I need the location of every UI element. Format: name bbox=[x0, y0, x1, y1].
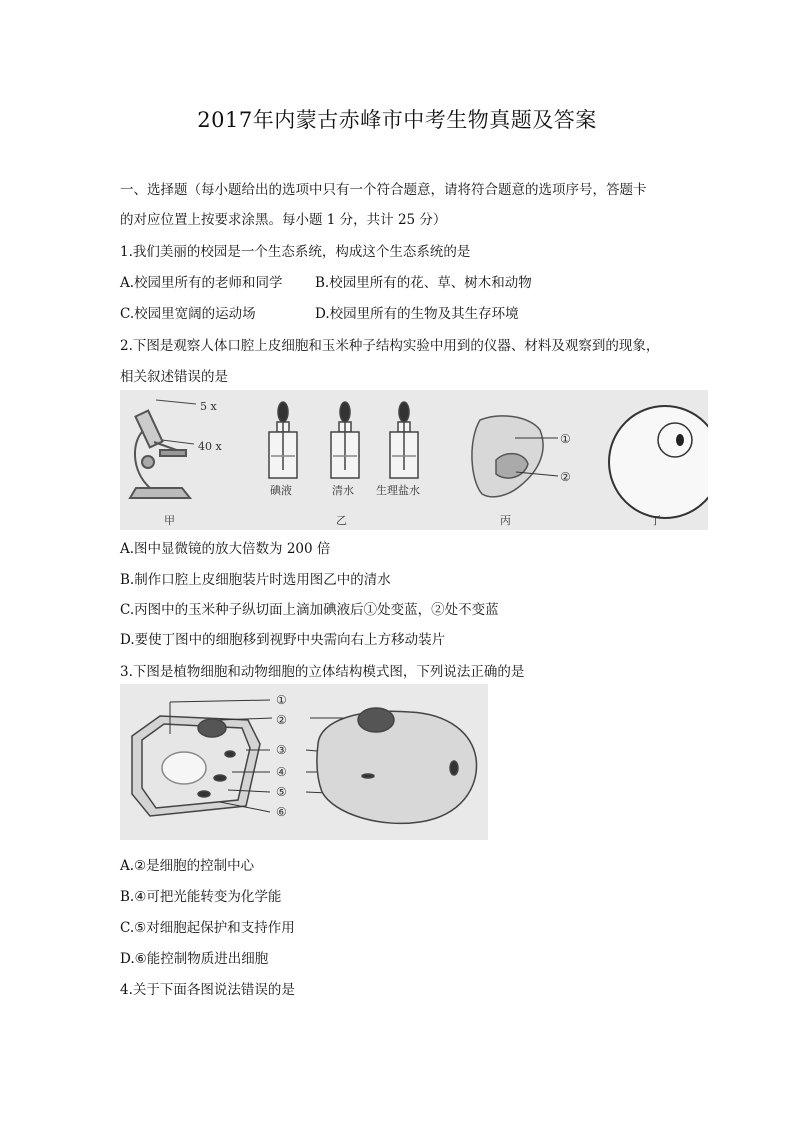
section-heading-line1: 一、选择题（每小题给出的选项中只有一个符合题意，请将符合题意的选项序号，答题卡 bbox=[120, 182, 647, 198]
cell-part-6-label: ⑥ bbox=[276, 805, 287, 819]
cell-part-2-label: ② bbox=[276, 713, 287, 727]
mag-eyepiece-label: 5 x bbox=[200, 400, 217, 413]
q2-option-c: C.丙图中的玉米种子纵切面上滴加碘液后①处变蓝，②处不变蓝 bbox=[120, 602, 499, 618]
bottle-saline-label: 生理盐水 bbox=[376, 484, 420, 497]
microscope-icon bbox=[130, 400, 196, 498]
q2-stem-line1: 2.下图是观察人体口腔上皮细胞和玉米种子结构实验中用到的仪器、材料及观察到的现象， bbox=[120, 338, 660, 354]
cell-part-4-label: ④ bbox=[276, 765, 287, 779]
bottle-iodine-label: 碘液 bbox=[270, 484, 292, 497]
cell-part-1-label: ① bbox=[276, 693, 287, 707]
q3-option-a: A.②是细胞的控制中心 bbox=[120, 858, 255, 874]
q2-figure bbox=[120, 390, 708, 530]
q1-stem: 1.我们美丽的校园是一个生态系统，构成这个生态系统的是 bbox=[120, 244, 471, 260]
q1-option-a: A.校园里所有的老师和同学 bbox=[120, 275, 283, 291]
cell-part-3-label: ③ bbox=[276, 743, 287, 757]
dropper-bottle-icon bbox=[390, 402, 418, 478]
bottle-water-label: 清水 bbox=[332, 484, 354, 497]
q1-option-d: D.校园里所有的生物及其生存环境 bbox=[315, 306, 519, 322]
q3-option-d: D.⑥能控制物质进出细胞 bbox=[120, 951, 269, 967]
section-heading-line2: 的对应位置上按要求涂黑。每小题 1 分，共计 25 分） bbox=[120, 212, 447, 228]
dropper-bottle-icon bbox=[269, 402, 297, 478]
q2-stem-line2: 相关叙述错误的是 bbox=[120, 369, 228, 385]
figure-label-jia: 甲 bbox=[164, 514, 175, 527]
q1-option-c: C.校园里宽阔的运动场 bbox=[120, 306, 256, 322]
corn-seed-icon bbox=[472, 416, 558, 497]
q3-stem: 3.下图是植物细胞和动物细胞的立体结构模式图，下列说法正确的是 bbox=[120, 664, 525, 680]
field-of-view-icon bbox=[609, 406, 708, 518]
q3-option-b: B.④可把光能转变为化学能 bbox=[120, 889, 282, 905]
animal-cell-icon bbox=[317, 708, 477, 823]
q2-option-d: D.要使丁图中的细胞移到视野中央需向右上方移动装片 bbox=[120, 632, 446, 648]
plant-cell-icon bbox=[132, 716, 260, 816]
figure-label-ding: 丁 bbox=[650, 514, 661, 527]
seed-part-1-label: ① bbox=[560, 432, 571, 446]
q2-option-a: A.图中显微镜的放大倍数为 200 倍 bbox=[120, 541, 331, 557]
seed-part-2-label: ② bbox=[560, 470, 571, 484]
figure-label-bing: 丙 bbox=[500, 514, 511, 527]
q4-stem: 4.关于下面各图说法错误的是 bbox=[120, 982, 295, 998]
cell-part-5-label: ⑤ bbox=[276, 785, 287, 799]
document-title: 2017年内蒙古赤峰市中考生物真题及答案 bbox=[197, 108, 597, 132]
q3-figure bbox=[120, 684, 488, 840]
mag-objective-label: 40 x bbox=[198, 440, 222, 453]
q2-option-b: B.制作口腔上皮细胞装片时选用图乙中的清水 bbox=[120, 572, 391, 588]
dropper-bottle-icon bbox=[331, 402, 359, 478]
figure-label-yi: 乙 bbox=[336, 514, 347, 527]
q1-option-b: B.校园里所有的花、草、树木和动物 bbox=[315, 275, 532, 291]
q3-option-c: C.⑤对细胞起保护和支持作用 bbox=[120, 920, 295, 936]
